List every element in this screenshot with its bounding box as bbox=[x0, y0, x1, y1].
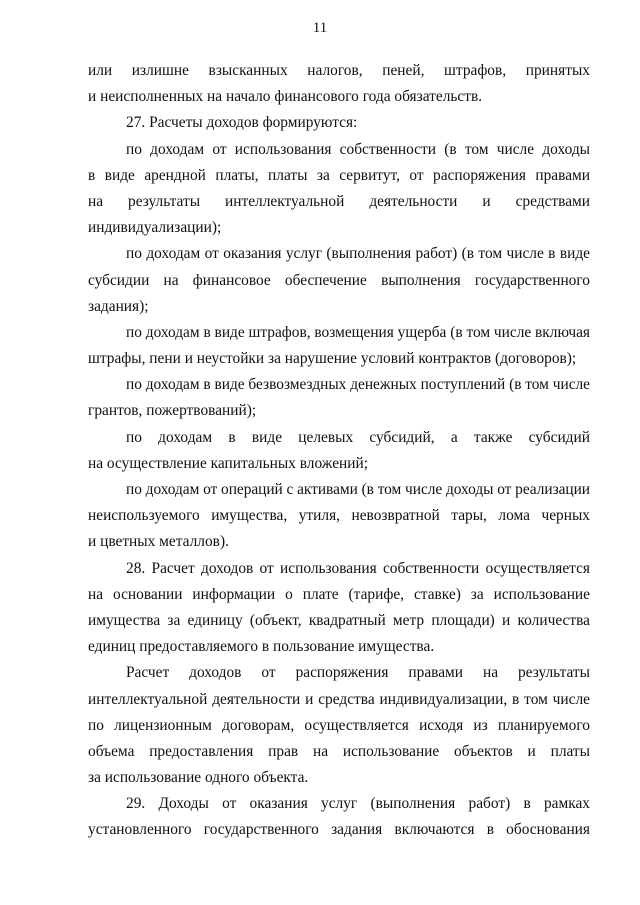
text-line: задания); bbox=[88, 297, 149, 315]
text-line: за использование одного объекта. bbox=[88, 769, 309, 787]
text-line: интеллектуальной деятельности и средства индивидуализации, в том числе bbox=[88, 690, 590, 708]
text-line: по доходам в виде безвозмездных денежных поступлений (в том числе bbox=[126, 376, 590, 394]
text-line: установленного государственного задания включаются в обоснования bbox=[88, 821, 590, 839]
text-line: на основании информации о плате (тарифе, ставке) за использование bbox=[88, 585, 590, 603]
text-line: по доходам от операций с активами (в том числе доходы от реализации bbox=[126, 481, 590, 498]
text-line: штрафы, пени и неустойки за нарушение условий контрактов (договоров); bbox=[88, 350, 577, 368]
text-line: 29. Доходы от оказания услуг (выполнения работ) в рамках bbox=[126, 795, 590, 813]
text-line: 28. Расчет доходов от использования собственности осуществляется bbox=[126, 559, 590, 577]
text-line: субсидии на финансовое обеспечение выполнения государственного bbox=[88, 271, 590, 289]
text-line: Расчет доходов от распоряжения правами на результаты bbox=[126, 664, 590, 682]
text-line: и цветных металлов). bbox=[88, 533, 229, 551]
page-number: 11 bbox=[312, 20, 328, 36]
text-line: грантов, пожертвований); bbox=[88, 402, 257, 420]
text-line: по доходам от оказания услуг (выполнения работ) (в том числе в виде bbox=[126, 245, 590, 263]
text-line: по лицензионным договорам, осуществляется исходя из планируемого bbox=[88, 716, 590, 734]
text-line: имущества за единицу (объект, квадратный метр площади) и количества bbox=[88, 611, 590, 629]
text-line: объема предоставления прав на использование объектов и платы bbox=[88, 742, 590, 760]
text-line: по доходам в виде целевых субсидий, а также субсидий bbox=[126, 428, 590, 446]
text-line: единиц предоставляемого в пользование имущества. bbox=[88, 638, 435, 656]
text-line: по доходам от использования собственности (в том числе доходы bbox=[126, 140, 590, 158]
text-line: 27. Расчеты доходов формируются: bbox=[126, 114, 358, 132]
text-line: индивидуализации); bbox=[88, 219, 222, 237]
document-body bbox=[88, 58, 590, 844]
text-line: и неисполненных на начало финансового года обязательств. bbox=[88, 88, 483, 106]
text-line: в виде арендной платы, платы за сервитут, от распоряжения правами bbox=[88, 166, 590, 184]
text-line: на результаты интеллектуальной деятельности и средствами bbox=[88, 192, 590, 210]
text-line: неиспользуемого имущества, утиля, невозвратной тары, лома черных bbox=[88, 507, 590, 525]
text-line: на осуществление капитальных вложений; bbox=[88, 454, 369, 472]
text-line: или излишне взысканных налогов, пеней, штрафов, принятых bbox=[88, 62, 590, 79]
text-line: по доходам в виде штрафов, возмещения ущерба (в том числе включая bbox=[126, 323, 590, 341]
